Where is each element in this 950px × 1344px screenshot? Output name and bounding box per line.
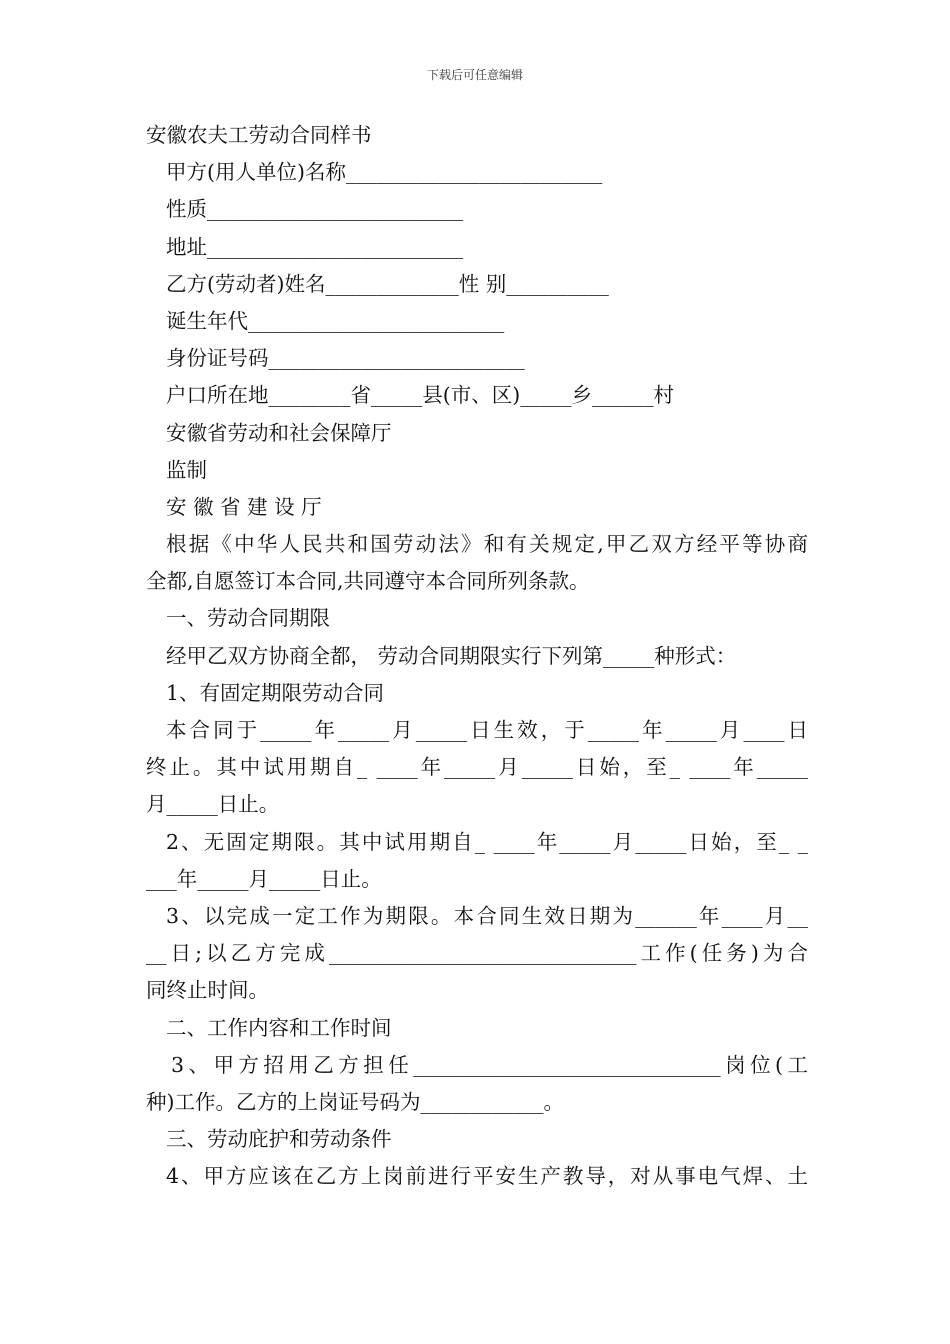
- employer-nature-field: 性质_________________________: [166, 197, 464, 222]
- clause-heading: 1、有固定期限劳动合同: [166, 680, 385, 705]
- birth-date-field: 诞生年代_________________________: [166, 308, 505, 333]
- issuer-labor-department: 安徽省劳动和社会保障厅: [166, 420, 392, 445]
- paragraph-line: 月_____日止。: [146, 792, 280, 817]
- paragraph-line: 2、无固定期限。其中试用期自_ ____年_____月_____日始，至_ _: [166, 829, 808, 854]
- section-heading: 二、工作内容和工作时间: [166, 1015, 392, 1040]
- paragraph-line: 本合同于_____年_____月_____日生效，于_____年_____月____日: [166, 718, 808, 742]
- document-body: [146, 117, 808, 1195]
- household-registration-field: 户口所在地________省_____县(市、区)_____乡______村: [166, 383, 674, 408]
- paragraph-line: 经甲乙双方协商全都， 劳动合同期限实行下列第_____种形式：: [166, 643, 737, 668]
- paragraph-line: __日;以乙方完成______________________________工作(任务)为合: [146, 941, 808, 966]
- preamble-line: 根据《中华人民共和国劳动法》和有关规定,甲乙双方经平等协商: [166, 532, 808, 557]
- employer-address-field: 地址_________________________: [166, 234, 464, 259]
- issuer-supervise: 监制: [166, 457, 207, 482]
- paragraph-line: 4、甲方应该在乙方上岗前进行平安生产教导，对从事电气焊、土: [166, 1164, 808, 1189]
- issuer-construction-department: 安 徽 省 建 设 厅: [166, 494, 322, 519]
- paragraph-line: 种)工作。乙方的上岗证号码为____________。: [146, 1089, 564, 1114]
- paragraph-line: 3、以完成一定工作为期限。本合同生效日期为______年____月__: [166, 903, 808, 928]
- paragraph-line: 终止。其中试用期自_ ____年_____月_____日始，至_ ____年_____: [146, 755, 808, 780]
- page-header: 下载后可任意编辑: [426, 68, 523, 82]
- employer-name-field: 甲方(用人单位)名称_________________________: [166, 160, 603, 185]
- paragraph-line: 同终止时间。: [146, 978, 269, 1003]
- doc-title: 安徽农夫工劳动合同样书: [146, 123, 372, 147]
- preamble-line: 全都,自愿签订本合同,共同遵守本合同所列条款。: [146, 569, 590, 594]
- section-heading: 一、劳动合同期限: [166, 606, 330, 631]
- employee-name-gender-field: 乙方(劳动者)姓名_____________性 别__________: [166, 271, 609, 296]
- section-heading: 三、劳动庇护和劳动条件: [166, 1127, 392, 1152]
- paragraph-line: ___年_____月_____日止。: [146, 866, 382, 891]
- paragraph-line: 3、甲方招用乙方担任______________________________岗位(工: [171, 1052, 808, 1077]
- id-number-field: 身份证号码_________________________: [166, 346, 525, 371]
